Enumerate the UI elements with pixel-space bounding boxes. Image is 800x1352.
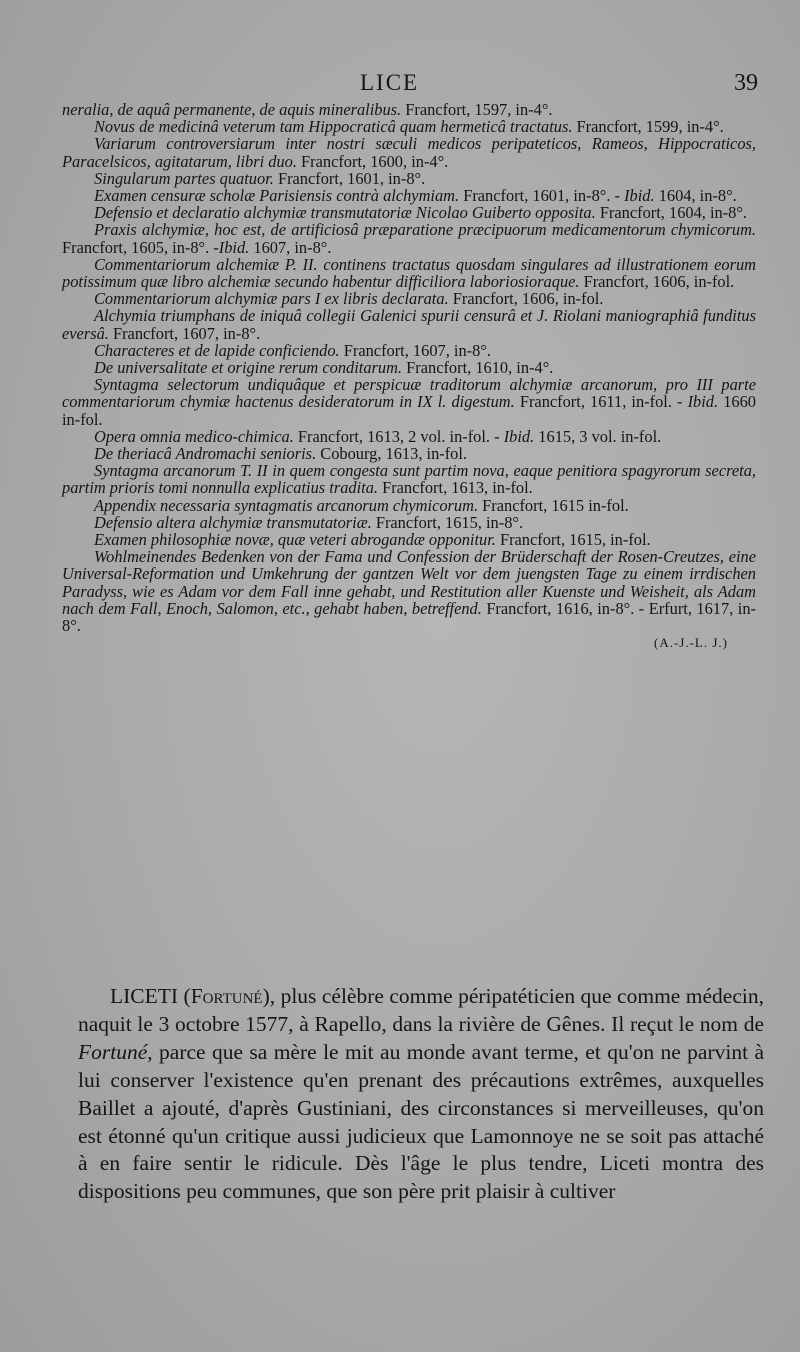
- bibliography-entry: Singularum partes quatuor. Francfort, 1601, in-8°.: [94, 168, 426, 188]
- bibliography-entry: De universalitate et origine rerum conditarum. Francfort, 1610, in-4°.: [94, 358, 554, 378]
- entry-forename: Fortuné: [190, 984, 263, 1008]
- bibliography-entry: De theriacâ Andromachi senioris. Cobourg, 1613, in-fol.: [94, 444, 468, 464]
- running-head: LICE: [360, 70, 420, 95]
- article-liceti: [78, 983, 764, 1206]
- bibliography-entry: Syntagma arcanorum T. II in quem congesta sunt partim nova, eaque penitiora spagyrorum secreta, partim prioris tomi nonnulla explicatius tradita. Francfort, 1613, in-fol.: [62, 461, 756, 498]
- bibliography-entry: Appendix necessaria syntagmatis arcanorum chymicorum. Francfort, 1615 in-fol.: [94, 495, 629, 515]
- bibliography-entry: Praxis alchymiæ, hoc est, de artificiosâ præparatione præcipuorum medicamentorum chymicorum. Francfort, 1605, in-8°. -Ibid. 1607, in-8°.: [62, 220, 756, 257]
- bibliography-entry: Examen censuræ scholæ Parisiensis contrà alchymiam. Francfort, 1601, in-8°. - Ibid. 1604, in-8°.: [94, 186, 737, 206]
- entry-headword: LICETI: [110, 984, 179, 1008]
- bibliography-entry: Variarum controversiarum inter nostri sæculi medicos peripateticos, Rameos, Hippocraticos, Paracelsicos, agitatarum, libri duo. Francfort, 1600, in-4°.: [62, 134, 756, 171]
- bibliography-entry: neralia, de aquâ permanente, de aquis mineralibus. Francfort, 1597, in-4°.: [62, 100, 553, 119]
- bibliography-entry: Opera omnia medico-chimica. Francfort, 1613, 2 vol. in-fol. - Ibid. 1615, 3 vol. in-fol.: [94, 426, 662, 446]
- italic-name: Fortuné: [78, 1039, 148, 1064]
- bibliography-entry: Commentariorum alchymiæ pars I ex libris declarata. Francfort, 1606, in-fol.: [94, 289, 604, 309]
- author-signature: (A.-J.-L. J.): [653, 635, 728, 651]
- page-number: 39: [734, 70, 758, 96]
- bibliography-entry: Defensio altera alchymiæ transmutatoriæ. Francfort, 1615, in-8°.: [94, 512, 524, 532]
- bibliography-entry: Alchymia triumphans de iniquâ collegii Galenici spurii censurâ et J. Riolani maniographiâ funditus eversâ. Francfort, 1607, in-8°.: [62, 306, 756, 343]
- article-paragraph: LICETI (Fortuné), plus célèbre comme péripatéticien que comme médecin, naquit le 3 octobre 1577, à Rapello, dans la rivière de Gênes. Il reçut le nom de Fortuné, parce que sa mère le mit au monde avant terme, et qu'on ne parvint à lui conserver l'existence qu'en prenant des précautions extrêmes, auxquelles Baillet a ajouté, d'après Gustiniani, des circonstances si merveilleuses, qu'on est étonné qu'un critique aussi judicieux que Lamonnoye ne se soit pas attaché à en faire sentir le ridicule. Dès l'âge le plus tendre, Liceti montra des dispositions peu communes, que son père prit plaisir à cultiver: [78, 984, 764, 1204]
- bibliography-entry: Syntagma selectorum undiquâque et perspicuæ traditorum alchymiæ arcanorum, pro III parte commentariorum chymiæ hactenus desideratorum in IX l. digestum. Francfort, 1611, in-fol. - Ibid. 1660 in-fol.: [62, 375, 756, 429]
- bibliography-entry: Defensio et declaratio alchymiæ transmutatoriæ Nicolao Guiberto opposita. Francfort, 1604, in-8°.: [94, 203, 748, 223]
- bibliography-entry: Examen philosophiæ novæ, quæ veteri abrogandæ opponitur. Francfort, 1615, in-fol.: [94, 530, 651, 550]
- bibliography-entry: Commentariorum alchemiæ P. II. continens tractatus quosdam singulares ad illustrationem eorum potissimum quæ libro alchemiæ secundo habentur difficiliora laboriosioraque. Francfort, 1606, in-fol.: [62, 254, 756, 292]
- bibliography-entry: Characteres et de lapide conficiendo. Francfort, 1607, in-8°.: [94, 340, 491, 360]
- bibliography-entry: Novus de medicinâ veterum tam Hippocraticâ quam hermeticâ tractatus. Francfort, 1599, in-4°.: [94, 117, 724, 137]
- bibliography-list: [62, 101, 756, 665]
- bibliography-entry: Wohlmeinendes Bedenken von der Fama und Confession der Brüderschaft der Rosen-Creutzes, eine Universal-Reformation und Umkehrung der gantzen Welt vor dem juengsten Tage zu einem irrdischen Paradyss, wie es Adam vor dem Fall inne gehabt, und Restitution aller Kuenste und Weisheit, als Adam nach dem Fall, Enoch, Salomon, etc., gehabt haben, betreffend. Francfort, 1616, in-8°. - Erfurt, 1617, in-8°.: [62, 547, 756, 636]
